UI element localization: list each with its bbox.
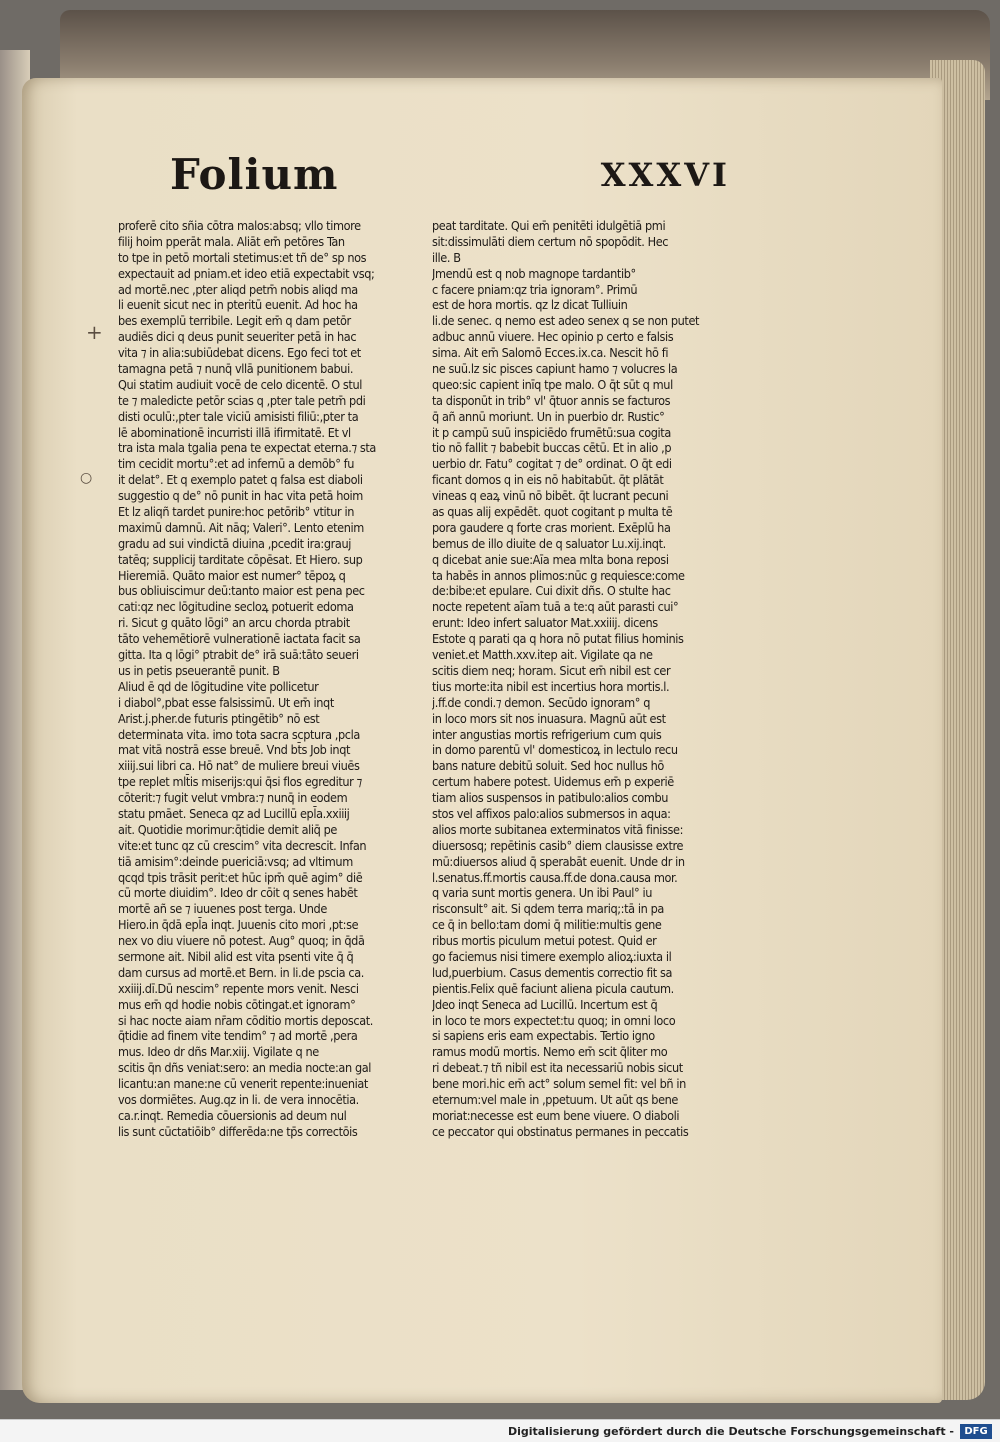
text-line: dam cursus ad mortē.et Bern. in li.de pscia ca. [118,964,364,980]
text-line: determinata vita. imo tota sacra scptura ,pcla [118,726,360,742]
text-line: go faciemus nisi timere exemplo alioꝝ:iuxta il [432,948,672,964]
text-line: diuersosq; repētinis casib° diem clausisse extre [432,837,684,853]
text-line: stos vel affixos palo:alios submersos in aqua: [432,805,671,821]
text-line: ta habēs in annos plimos:nūc g requiesce:come [432,567,685,583]
text-line: bemus de illo diuite de q saluator Lu.xij.inqt. [432,535,666,551]
text-line: certum habere potest. Uidemus em̄ p experiē [432,774,674,790]
text-line: ri debeat.⁊ tñ nibil est ita necessariū nobis sicut [432,1060,683,1076]
text-line: ad mortē.nec ,pter aliqd petm̄ nobis aliqd ma [118,281,358,297]
text-line: alios morte subitanea exterminatos vitā finisse: [432,821,683,837]
text-line: proferē cito sñia cōtra malos:absq; vllo timore [118,218,361,233]
folio-number: XXXVI [600,156,730,194]
text-line: qcqd tpis trāsit perit:et hūc ipm̄ quē agim° diē [118,869,363,885]
folio-header [170,150,730,200]
text-line: maximū damnū. Ait nāq; Valeri°. Lento etenim [118,519,364,535]
text-line: veniet.et Matth.xxv.itep ait. Vigilate qa ne [432,647,653,663]
text-line: Aliud ē qd de lōgitudine vite pollicetur [118,678,319,694]
text-line: cati:qz nec lōgitudine secloꝝ potuerit edoma [118,599,354,615]
footer-credit: Digitalisierung gefördert durch die Deutsche Forschungsgemeinschaft - [507,1425,954,1438]
text-line: adbuc annū viuere. Hec opinio p certo e falsis [432,329,674,345]
text-line: q̄tidie ad finem vite tendim° ⁊ ad mortē ,pera [118,1028,358,1044]
text-line: tiā amisim°:deinde puericiā:vsq; ad vltimum [118,853,353,869]
folio-word: Folium [170,150,339,199]
text-line: mū:diuersos aliud q̄ sperabāt euenit. Unde dr in [432,853,685,869]
text-line: scitis diem neq; horam. Sicut em̄ nibil est cer [432,662,671,678]
text-line: ramus modū mortis. Nemo em̄ scit q̄liter mo [432,1044,668,1060]
text-line: it delat°. Et q exemplo patet q falsa est diaboli [118,472,363,488]
text-line: ca.r.inqt. Remedia cōuersionis ad deum nul [118,1107,347,1123]
text-line: in loco te mors expectet:tu quoq; in omni loco [432,1012,676,1028]
text-line: expectauit ad pniam.et ideo etiā expectabit vsq; [118,265,375,281]
text-line: sermone ait. Nibil alid est vita psenti vite q̄ q̄ [118,948,354,964]
text-line: tius morte:ita nibil est incertius hora mortis.l. [432,678,670,694]
text-line: scitis q̄n dñs veniat:sero: an media nocte:an gal [118,1060,372,1076]
text-line: mat vitā nostrā esse breuē. Vnd bt̄s Job inqt [118,742,351,758]
text-line: gitta. Ita q lōgi° ptrabit de° irā suā:tāto seueri [118,647,359,663]
footer-bar [0,1419,1000,1442]
text-line: pientis.Felix quē faciunt aliena picula cautum. [432,980,674,996]
text-column-right [432,218,742,1140]
text-line: de:bibe:et epulare. Cui dixit dñs. O stulte hac [432,583,671,599]
text-line: est de hora mortis. qz lz dicat Tulliuin [432,297,628,313]
text-line: cū morte diuidim°. Ideo dr cōit q senes habēt [118,885,358,901]
text-line: si hac nocte aiam nr̄am cōditio mortis deposcat. [118,1012,373,1028]
text-line: erunt: Ideo infert saluator Mat.xxiiij. dicens [432,615,658,631]
text-line: nocte repetent aīam tuā a te:q aūt parasti cui° [432,599,679,615]
text-line: in domo parentū vl' domesticoꝝ in lectulo recu [432,742,678,758]
text-line: si sapiens eris eam expectabis. Tertio igno [432,1028,655,1044]
text-line: Hieremiā. Quāto maior est numer° tēpoꝝ q [118,567,346,583]
text-line: tim cecidit mortu°:et ad infernū a demōb° fu [118,456,355,472]
text-line: bus obliuiscimur deū:tanto maior est pena pec [118,583,365,599]
text-line: tiam alios suspensos in patibulo:alios combu [432,790,669,806]
text-line: Jmendū est q nob magnope tardantib° [432,265,636,281]
text-line: bans nature debitū soluit. Sed hoc nullus hō [432,758,664,774]
text-line: as quas alij expēdēt. quot cogitant p multa tē [432,504,673,520]
text-line: te ⁊ maledicte petōr scias q ,pter tale petm̄ pdi [118,392,366,408]
text-line: peat tarditate. Qui em̄ penitēti idulgētiā pmi [432,218,666,233]
text-line: queo:sic capient inīq tpe malo. O q̄t sūt q mul [432,376,673,392]
text-line: disti oculū:,pter tale viciū amisisti filiū:,pter ta [118,408,359,424]
text-line: Hiero.in q̄dā epl̄a inqt. Juuenis cito mori ,pt:se [118,917,359,933]
text-line: nex vo diu viuere nō potest. Aug° quoq; in q̄dā [118,933,365,949]
text-line: ce q̄ in bello:tam domi q̄ militie:multis gene [432,917,662,933]
text-line: tio nō fallit ⁊ babebit buccas cētū. Et in alio ,p [432,440,672,456]
text-line: ille. B [432,249,461,265]
text-line: Arist.j.pher.de futuris ptingētib° nō est [118,710,320,726]
text-line: licantu:an mane:ne cū venerit repente:inueniat [118,1076,368,1092]
text-line: cōterit:⁊ fugit velut vmbra:⁊ nunq̄ in eodem [118,790,348,806]
text-line: li.de senec. q nemo est adeo senex q se non putet [432,313,700,329]
text-line: Jdeo inqt Seneca ad Lucillū. Incertum est q̄ [432,996,658,1012]
text-line: Et lz aliqñ tardet punire:hoc petōrib° vtitur in [118,504,355,520]
text-line: inter angustias mortis refrigerium cum quis [432,726,662,742]
text-line: c facere pniam:qz tria ignoram°. Primū [432,281,638,297]
text-column-left [118,218,418,1140]
text-line: vita ⁊ in alia:subiūdebat dicens. Ego feci tot et [118,345,361,361]
text-line: li euenit sicut nec in pteritū euenit. Ad hoc ha [118,297,358,313]
text-line: filij hoim pperāt mala. Aliāt em̄ petōres Tan [118,233,345,249]
text-line: bes exemplū terribile. Legit em̄ q dam petōr [118,313,351,329]
text-line: mortē añ se ⁊ iuuenes post terga. Unde [118,901,327,917]
text-line: uerbio dr. Fatu° cogitat ⁊ de° ordinat. O q̄t edi [432,456,672,472]
text-line: l.senatus.ff.mortis causa.ff.de dona.causa mor. [432,869,678,885]
text-line: it p campū suū inspiciēdo frumētū:sua cogita [432,424,671,440]
text-line: j.ff.de condi.⁊ demon. Secūdo ignoram° q [432,694,651,710]
text-line: risconsult° ait. Si qdem terra mariq;:tā in pa [432,901,664,917]
text-line: sima. Ait em̄ Salomō Ecces.ix.ca. Nescit hō fi [432,345,669,361]
text-line: tamagna petā ⁊ nunq̄ vllā punitionem babui. [118,361,354,377]
text-line: lē abominationē incurristi illā ifirmitatē. Et vl [118,424,351,440]
text-line: tāto vehemētiorē vulnerationē iactata facit sa [118,631,361,647]
text-line: vineas q eaꝝ vinū nō bibēt. q̄t lucrant pecuni [432,488,669,504]
dfg-logo: DFG [960,1424,992,1439]
text-line: moriat:necesse est eum bene viuere. O diaboli [432,1107,680,1123]
text-line: ne suū.lz sic pisces capiunt hamo ⁊ volucres la [432,361,678,377]
text-line: eternum:vel male in ,ppetuum. Ut aūt qs bene [432,1091,679,1107]
text-line: Qui statim audiuit vocē de celo dicentē. O stul [118,376,362,392]
text-line: bene mori.hic em̄ act° solum semel fit: vel bñ in [432,1076,686,1092]
text-line: tatēq; supplicij tarditate cōpēsat. Et Hiero. sup [118,551,363,567]
text-line: ta disponūt in trib° vl' q̄tuor annis se facturos [432,392,671,408]
margin-cross-mark: + [86,320,103,344]
text-line: to tpe in petō mortali stetimus:et tñ de° sp nos [118,249,367,265]
text-line: xiiij.sui libri ca. Hō nat° de muliere breui viuēs [118,758,360,774]
text-line: us in petis pseuerantē punit. B [118,662,280,678]
text-line: ri. Sicut g quāto lōgi° an arcu chorda ptrabit [118,615,350,631]
text-line: ficant domos q in eis nō habitabūt. q̄t plātāt [432,472,664,488]
text-line: audiēs dici q deus punit seueriter petā in hac [118,329,357,345]
text-line: statu pmāet. Seneca qz ad Lucillū epl̄a.xxiiij [118,805,350,821]
text-line: tpe replet mlt̄is miserijs:qui q̄si flos egreditur ⁊ [118,774,362,790]
text-line: i diabol°,pbat esse falsissimū. Ut em̄ inqt [118,694,334,710]
margin-circle-mark: ○ [80,470,93,486]
text-line: mus em̄ qd hodie nobis cōtingat.et ignoram° [118,996,356,1012]
text-line: ait. Quotidie morimur:q̄tidie demit aliq̄ pe [118,821,337,837]
text-line: gradu ad sui vindictā diuina ,pcedit ira:grauj [118,535,351,551]
text-line: suggestio q de° nō punit in hac vita petā hoim [118,488,363,504]
text-line: q varia sunt mortis genera. Un ibi Paul° iu [432,885,653,901]
text-line: tra ista mala tgalia pena te expectat eterna.⁊ sta [118,440,376,456]
text-line: Estote q parati qa q hora nō putat filius hominis [432,631,684,647]
text-line: q̄ añ annū moriunt. Un in puerbio dr. Rustic° [432,408,665,424]
text-line: mus. Ideo dr dñs Mar.xiij. Vigilate q ne [118,1044,319,1060]
text-line: ce peccator qui obstinatus permanes in peccatis [432,1123,689,1139]
text-line: vos dormiētes. Aug.qz in li. de vera innocētia. [118,1091,359,1107]
text-line: pora gaudere q forte cras morient. Exēplū ha [432,519,671,535]
text-line: ribus mortis piculum metui potest. Quid er [432,933,657,949]
text-line: in loco mors sit nos inuasura. Magnū aūt est [432,710,666,726]
text-line: lis sunt cūctatiōib° differēda:ne tp̄s correctōis [118,1123,358,1139]
text-line: xxiiij.dī.Dū nescim° repente mors venit. Nesci [118,980,359,996]
text-line: lud,puerbium. Casus dementis correctio fit sa [432,964,673,980]
text-line: q dicebat anie sue:Aīa mea mlta bona reposi [432,551,669,567]
text-line: sit:dissimulāti diem certum nō spopōdit. Hec [432,233,669,249]
text-line: vite:et tunc qz cū crescim° vita decrescit. Infan [118,837,367,853]
